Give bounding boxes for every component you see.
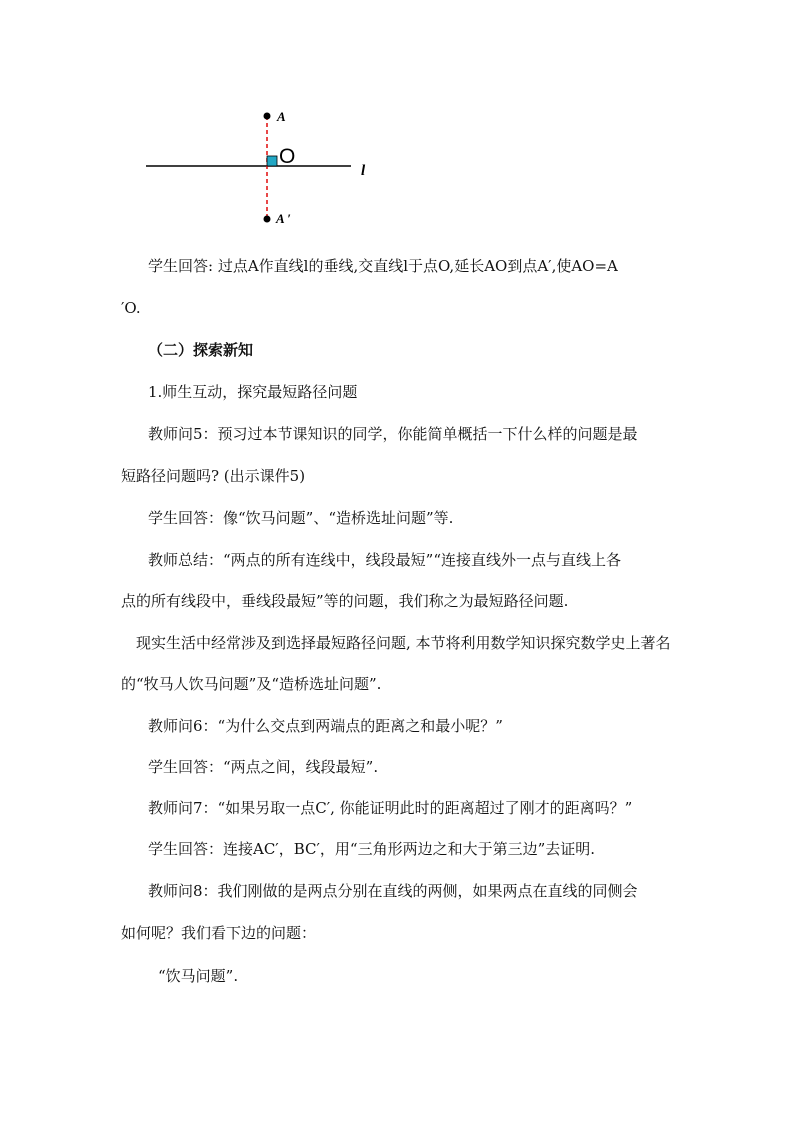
paragraph-teacher-q8-cont: 如何呢？我们看下边的问题： [121, 924, 317, 942]
paragraph-subheading: 1.师生互动，探究最短路径问题 [148, 383, 358, 401]
label-a: A [277, 109, 286, 124]
section-heading: （二）探索新知 [148, 341, 254, 359]
paragraph-teacher-q5-cont: 短路径问题吗? (出示课件5) [121, 467, 306, 485]
paragraph-horse-problem: “饮马问题”. [158, 967, 239, 985]
point-a-prime [264, 216, 271, 223]
paragraph-student-answer-3: 学生回答：“两点之间，线段最短”. [148, 758, 379, 776]
paragraph-teacher-q8: 教师问8：我们刚做的是两点分别在直线的两侧，如果两点在直线的同侧会 [148, 882, 638, 900]
paragraph-teacher-q7: 教师问7：“如果另取一点C′, 你能证明此时的距离超过了刚才的距离吗？” [148, 799, 633, 817]
paragraph-real-life: 现实生活中经常涉及到选择最短路径问题, 本节将利用数学知识探究数学史上著名 [136, 634, 671, 652]
right-angle-marker [267, 156, 277, 166]
label-o: O [279, 145, 296, 168]
label-a-prime: A ′ [276, 211, 291, 226]
paragraph-student-answer-1: 学生回答: 过点A作直线l的垂线,交直线l于点O,延长AO到点A′,使AO=A [148, 257, 618, 275]
perpendicular-diagram [0, 0, 794, 240]
paragraph-teacher-q6: 教师问6：“为什么交点到两端点的距离之和最小呢？” [148, 717, 503, 735]
point-a [264, 113, 271, 120]
paragraph-teacher-summary: 教师总结：“两点的所有连线中，线段最短”“连接直线外一点与直线上各 [148, 551, 622, 569]
label-l: l [361, 163, 366, 179]
paragraph-student-answer-4: 学生回答：连接AC′，BC′，用“三角形两边之和大于第三边”去证明. [148, 840, 596, 858]
paragraph-teacher-summary-cont: 点的所有线段中，垂线段最短”等的问题，我们称之为最短路径问题. [121, 592, 569, 610]
paragraph-teacher-q5: 教师问5：预习过本节课知识的同学，你能简单概括一下什么样的问题是最 [148, 425, 638, 443]
paragraph-student-answer-2: 学生回答：像“饮马问题”、“造桥选址问题”等. [148, 509, 454, 527]
paragraph-real-life-cont: 的“牧马人饮马问题”及“造桥选址问题”. [121, 675, 382, 693]
paragraph-student-answer-1-cont: ′O. [121, 299, 141, 317]
